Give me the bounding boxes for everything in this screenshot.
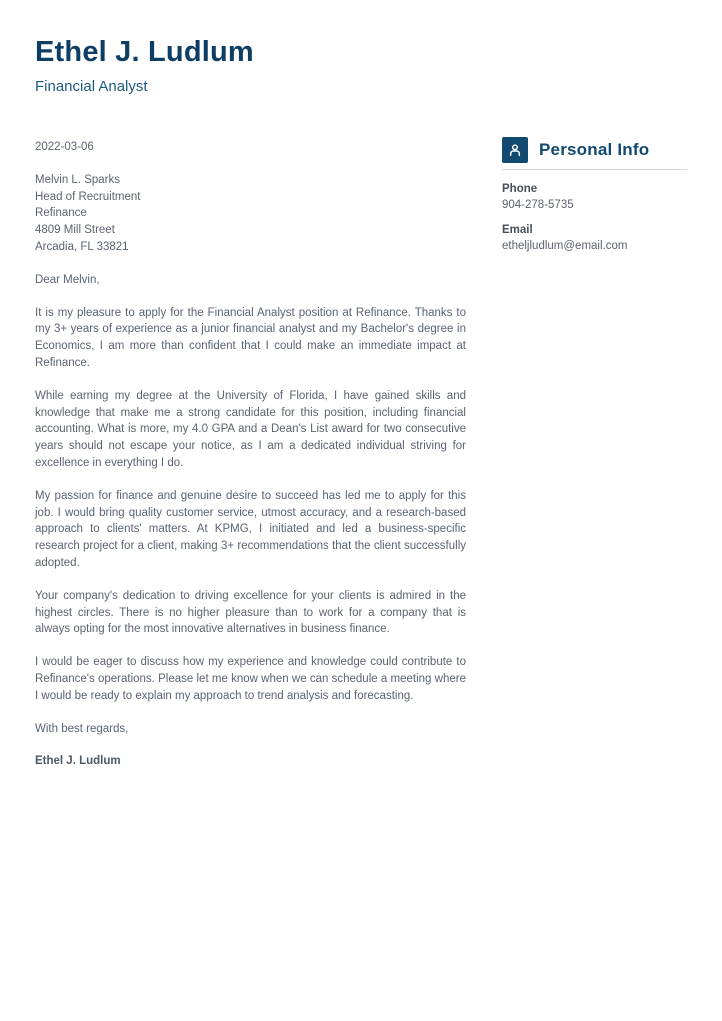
letter-paragraph: I would be eager to discuss how my experience and knowledge could contribute to Refinance's operations. Please let me know when we can schedule a meeting where I would be ready to explain my approach to trend analysis and forecasting. bbox=[35, 656, 466, 702]
phone-field bbox=[502, 183, 687, 211]
recipient-line: Head of Recruitment bbox=[35, 190, 141, 203]
email-value: etheljludlum@email.com bbox=[502, 240, 628, 252]
letter-paragraph: Your company's dedication to driving excellence for your clients is admired in the highest circles. There is no higher pleasure than to work for a company that is always opting for the most innovative alternatives in business finance. bbox=[35, 589, 466, 636]
personal-info-sidebar bbox=[502, 137, 687, 252]
recipient-line: Melvin L. Sparks bbox=[35, 173, 121, 186]
personal-info-title: Personal Info bbox=[539, 140, 650, 159]
recipient-line: 4809 Mill Street bbox=[35, 224, 115, 237]
recipient-line: Arcadia, FL 33821 bbox=[35, 240, 129, 253]
phone-label: Phone bbox=[502, 183, 538, 195]
job-title: Financial Analyst bbox=[35, 78, 148, 95]
letter-paragraph: While earning my degree at the University of Florida, I have gained skills and knowledge that make me a strong candidate for this position, including financial accounting. What is more, my 4.0 GPA and a Dean's List award for two consecutive years should not escape your notice, as I am a dedicated individual striving for excellence in everything I do. bbox=[35, 389, 466, 469]
letter-date: 2022-03-06 bbox=[35, 141, 94, 153]
letter-paragraph: It is my pleasure to apply for the Financial Analyst position at Refinance. Thanks to my 3+ years of experience as a junior financial analyst and my Bachelor's degree in Economics, I am more than confident that I could make an immediate impact at Refinance. bbox=[35, 306, 466, 369]
person-name: Ethel J. Ludlum bbox=[35, 36, 254, 68]
email-label: Email bbox=[502, 224, 533, 236]
email-field bbox=[502, 224, 687, 252]
letter-body bbox=[35, 139, 466, 770]
person-icon bbox=[502, 137, 528, 163]
letter-paragraph: My passion for finance and genuine desire to succeed has led me to apply for this job. I would bring quality customer service, utmost accuracy, and a research-based approach to clients' matters. At KPMG, I initiated and led a business-specific research project for a client, making 3+ recommendations that the client successfully adopted. bbox=[35, 489, 466, 569]
salutation: Dear Melvin, bbox=[35, 273, 100, 286]
phone-value: 904-278-5735 bbox=[502, 199, 574, 211]
recipient-line: Refinance bbox=[35, 207, 87, 220]
signature: Ethel J. Ludlum bbox=[35, 755, 121, 768]
closing: With best regards, bbox=[35, 722, 129, 735]
document-header bbox=[35, 36, 254, 95]
recipient-address bbox=[35, 172, 466, 256]
personal-info-header bbox=[502, 137, 687, 170]
